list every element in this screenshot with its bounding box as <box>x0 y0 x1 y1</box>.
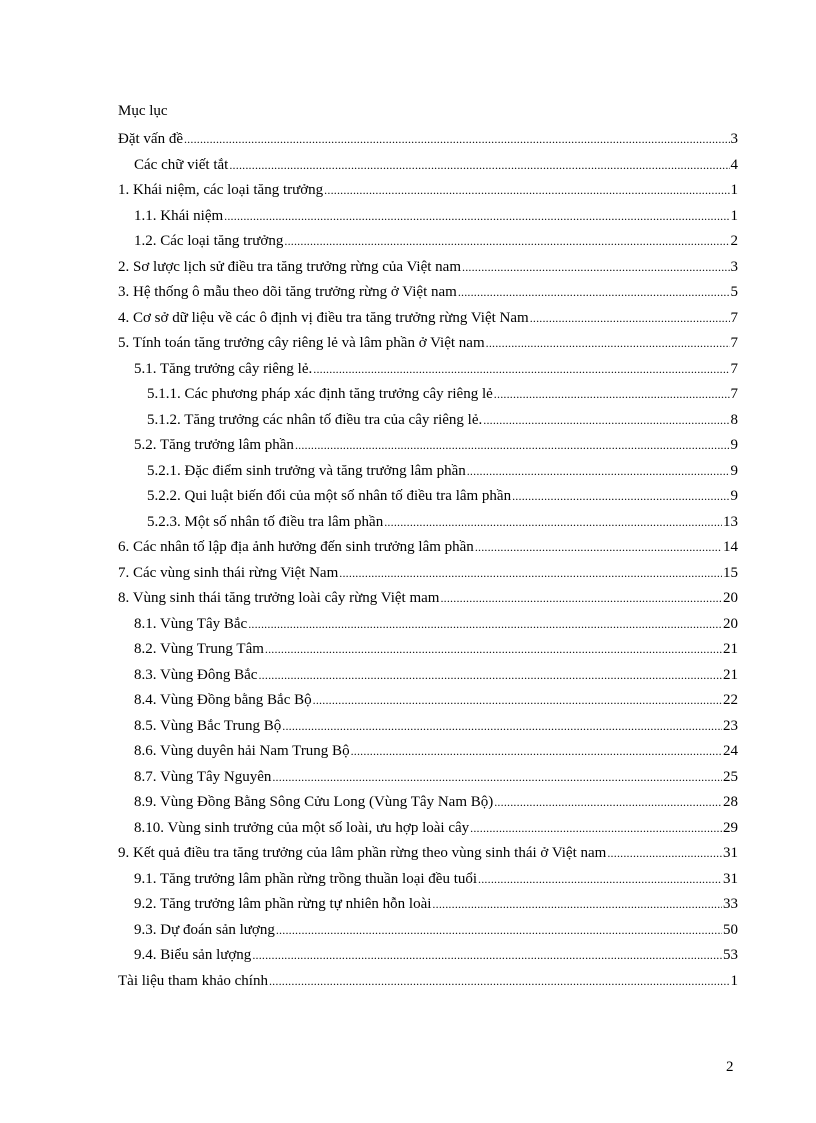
toc-entry-page: 1 <box>730 207 738 224</box>
toc-entry[interactable] <box>118 816 738 842</box>
toc-entry[interactable] <box>118 612 738 638</box>
page-number: 2 <box>726 1059 734 1075</box>
toc-entry-page: 21 <box>723 666 738 683</box>
toc-entry-label: 2. Sơ lược lịch sử điều tra tăng trưởng rừng của Việt nam <box>118 258 461 275</box>
toc-entry-page: 3 <box>730 131 738 147</box>
toc-entry-page: 9 <box>730 488 738 504</box>
toc-entry-page: 8 <box>730 411 738 428</box>
toc-entry-page: 33 <box>723 896 738 912</box>
toc-entry-label: 8.6. Vùng duyên hải Nam Trung Bộ <box>134 743 350 759</box>
toc-entry[interactable] <box>118 306 738 332</box>
toc-leader-dots <box>184 127 730 153</box>
toc-entry-page: 23 <box>723 717 738 734</box>
toc-entry-label: 8.3. Vùng Đông Bắc <box>134 666 258 683</box>
toc-entry-page: 31 <box>723 870 738 887</box>
toc-entry[interactable] <box>118 969 738 995</box>
toc-entry-page: 2 <box>730 233 738 249</box>
toc-leader-dots <box>512 484 729 510</box>
toc-entry[interactable] <box>118 688 738 714</box>
toc-entry-page: 15 <box>723 564 738 581</box>
toc-entry-label: 3. Hệ thống ô mẫu theo dõi tăng trưởng rừng ở Việt nam <box>118 284 457 300</box>
toc-entry[interactable] <box>118 918 738 944</box>
table-of-contents <box>118 127 738 994</box>
toc-leader-dots <box>494 790 722 816</box>
toc-entry[interactable] <box>118 229 738 255</box>
toc-entry-label: 1.1. Khái niệm <box>134 207 224 224</box>
toc-entry[interactable] <box>118 663 738 689</box>
toc-leader-dots <box>276 918 722 944</box>
toc-entry[interactable] <box>118 331 738 357</box>
toc-entry-page: 24 <box>723 743 738 759</box>
toc-entry-label: 1. Khái niệm, các loại tăng trưởng <box>118 182 324 198</box>
toc-entry[interactable] <box>118 255 738 281</box>
toc-leader-dots <box>224 204 729 230</box>
toc-entry-page: 29 <box>723 819 738 836</box>
toc-entry[interactable] <box>118 127 738 153</box>
toc-leader-dots <box>282 714 722 740</box>
toc-entry[interactable] <box>118 178 738 204</box>
toc-leader-dots <box>339 561 722 587</box>
toc-entry-label: 6. Các nhân tố lập địa ảnh hưởng đến sinh trưởng lâm phần <box>118 539 474 555</box>
toc-entry-label: Tài liệu tham khảo chính <box>118 972 268 989</box>
toc-entry[interactable] <box>118 382 738 408</box>
toc-leader-dots <box>272 765 722 791</box>
toc-entry-page: 13 <box>723 513 738 530</box>
toc-leader-dots <box>384 510 722 536</box>
toc-leader-dots <box>462 255 730 281</box>
toc-entry[interactable] <box>118 739 738 765</box>
toc-entry-label: 8.7. Vùng Tây Nguyên <box>134 768 272 785</box>
toc-entry-page: 1 <box>730 182 738 198</box>
toc-entry[interactable] <box>118 714 738 740</box>
toc-leader-dots <box>486 331 730 357</box>
toc-leader-dots <box>229 153 729 179</box>
toc-entry-label: 5.2.2. Qui luật biến đổi của một số nhân tố điều tra lâm phần <box>147 488 512 504</box>
toc-title: Mục lục <box>118 103 168 119</box>
toc-entry-label: Các chữ viết tắt <box>134 156 229 173</box>
toc-entry-label: 9.1. Tăng trưởng lâm phần rừng trồng thuần loại đều tuổi <box>134 870 478 887</box>
toc-entry[interactable] <box>118 204 738 230</box>
toc-entry[interactable] <box>118 433 738 459</box>
toc-leader-dots <box>483 408 729 434</box>
toc-leader-dots <box>467 459 730 485</box>
toc-entry-label: 5. Tính toán tăng trưởng cây riêng lẻ và lâm phần ở Việt nam <box>118 335 485 351</box>
toc-entry-page: 20 <box>723 590 738 606</box>
toc-entry-page: 9 <box>730 437 738 453</box>
toc-entry-label: 9.4. Biểu sản lượng <box>134 947 252 963</box>
toc-entry-label: 9.2. Tăng trưởng lâm phần rừng tự nhiên hỗn loài <box>134 896 432 912</box>
toc-entry-page: 1 <box>730 972 738 989</box>
toc-entry-label: 5.1.1. Các phương pháp xác định tăng trưởng cây riêng lẻ <box>147 386 493 402</box>
toc-entry-label: 8.10. Vùng sinh trưởng của một số loài, ưu hợp loài cây <box>134 819 470 836</box>
toc-entry[interactable] <box>118 357 738 383</box>
toc-leader-dots <box>351 739 722 765</box>
toc-leader-dots <box>494 382 730 408</box>
toc-entry[interactable] <box>118 841 738 867</box>
toc-entry[interactable] <box>118 943 738 969</box>
toc-entry-label: 5.2.1. Đặc điểm sinh trưởng và tăng trưởng lâm phần <box>147 462 466 479</box>
toc-entry-label: 9. Kết quả điều tra tăng trưởng của lâm phần rừng theo vùng sinh thái ở Việt nam <box>118 845 607 861</box>
toc-leader-dots <box>265 637 722 663</box>
toc-entry-page: 50 <box>723 921 738 938</box>
toc-entry-page: 53 <box>723 947 738 963</box>
toc-entry-page: 7 <box>730 309 738 326</box>
toc-entry-page: 7 <box>730 335 738 351</box>
toc-entry-page: 3 <box>730 258 738 275</box>
toc-entry-label: 5.1. Tăng trưởng cây riêng lẻ. <box>134 360 313 377</box>
toc-entry[interactable] <box>118 280 738 306</box>
toc-entry[interactable] <box>118 637 738 663</box>
toc-entry-label: 8.5. Vùng Bắc Trung Bộ <box>134 717 282 734</box>
toc-leader-dots <box>530 306 730 332</box>
toc-entry[interactable] <box>118 765 738 791</box>
toc-entry-page: 7 <box>730 360 738 377</box>
toc-entry[interactable] <box>118 153 738 179</box>
toc-entry-page: 14 <box>723 539 738 555</box>
toc-entry[interactable] <box>118 535 738 561</box>
toc-entry-page: 28 <box>723 794 738 810</box>
toc-entry-label: 8.4. Vùng Đồng bằng Bắc Bộ <box>134 692 312 708</box>
toc-entry-page: 9 <box>730 462 738 479</box>
toc-entry-label: 8. Vùng sinh thái tăng trưởng loài cây rừng Việt mam <box>118 590 440 606</box>
toc-entry[interactable] <box>118 790 738 816</box>
toc-leader-dots <box>432 892 722 918</box>
toc-leader-dots <box>252 943 722 969</box>
toc-entry[interactable] <box>118 459 738 485</box>
toc-entry[interactable] <box>118 510 738 536</box>
toc-entry-page: 22 <box>723 692 738 708</box>
toc-entry-page: 7 <box>730 386 738 402</box>
toc-leader-dots <box>470 816 722 842</box>
toc-entry[interactable] <box>118 586 738 612</box>
toc-entry[interactable] <box>118 867 738 893</box>
toc-leader-dots <box>269 969 730 995</box>
toc-entry-label: 5.2. Tăng trưởng lâm phần <box>134 437 294 453</box>
toc-leader-dots <box>313 357 729 383</box>
toc-entry-page: 20 <box>723 615 738 632</box>
toc-leader-dots <box>258 663 722 689</box>
toc-entry-label: 4. Cơ sở dữ liệu về các ô định vị điều tra tăng trưởng rừng Việt Nam <box>118 309 529 326</box>
toc-entry-label: Đặt vấn đề <box>118 131 183 147</box>
toc-leader-dots <box>458 280 730 306</box>
toc-leader-dots <box>478 867 722 893</box>
toc-entry-label: 7. Các vùng sinh thái rừng Việt Nam <box>118 564 339 581</box>
toc-leader-dots <box>284 229 729 255</box>
toc-entry[interactable] <box>118 892 738 918</box>
toc-leader-dots <box>313 688 722 714</box>
toc-leader-dots <box>295 433 730 459</box>
toc-leader-dots <box>324 178 729 204</box>
toc-entry-label: 8.2. Vùng Trung Tâm <box>134 641 264 657</box>
toc-leader-dots <box>475 535 722 561</box>
toc-entry[interactable] <box>118 484 738 510</box>
toc-entry-label: 9.3. Dự đoán sản lượng <box>134 921 275 938</box>
toc-entry-label: 1.2. Các loại tăng trưởng <box>134 233 284 249</box>
toc-entry-page: 21 <box>723 641 738 657</box>
toc-entry-page: 31 <box>723 845 738 861</box>
toc-entry-label: 5.1.2. Tăng trưởng các nhân tố điều tra của cây riêng lẻ. <box>147 411 483 428</box>
toc-leader-dots <box>440 586 722 612</box>
toc-entry-label: 8.1. Vùng Tây Bắc <box>134 615 248 632</box>
toc-entry-page: 25 <box>723 768 738 785</box>
toc-entry-page: 4 <box>730 156 738 173</box>
toc-entry[interactable] <box>118 408 738 434</box>
toc-entry-page: 5 <box>730 284 738 300</box>
toc-entry-label: 5.2.3. Một số nhân tố điều tra lâm phần <box>147 513 384 530</box>
toc-leader-dots <box>248 612 722 638</box>
toc-entry[interactable] <box>118 561 738 587</box>
toc-leader-dots <box>607 841 722 867</box>
toc-entry-label: 8.9. Vùng Đồng Bằng Sông Cửu Long (Vùng Tây Nam Bộ) <box>134 794 494 810</box>
